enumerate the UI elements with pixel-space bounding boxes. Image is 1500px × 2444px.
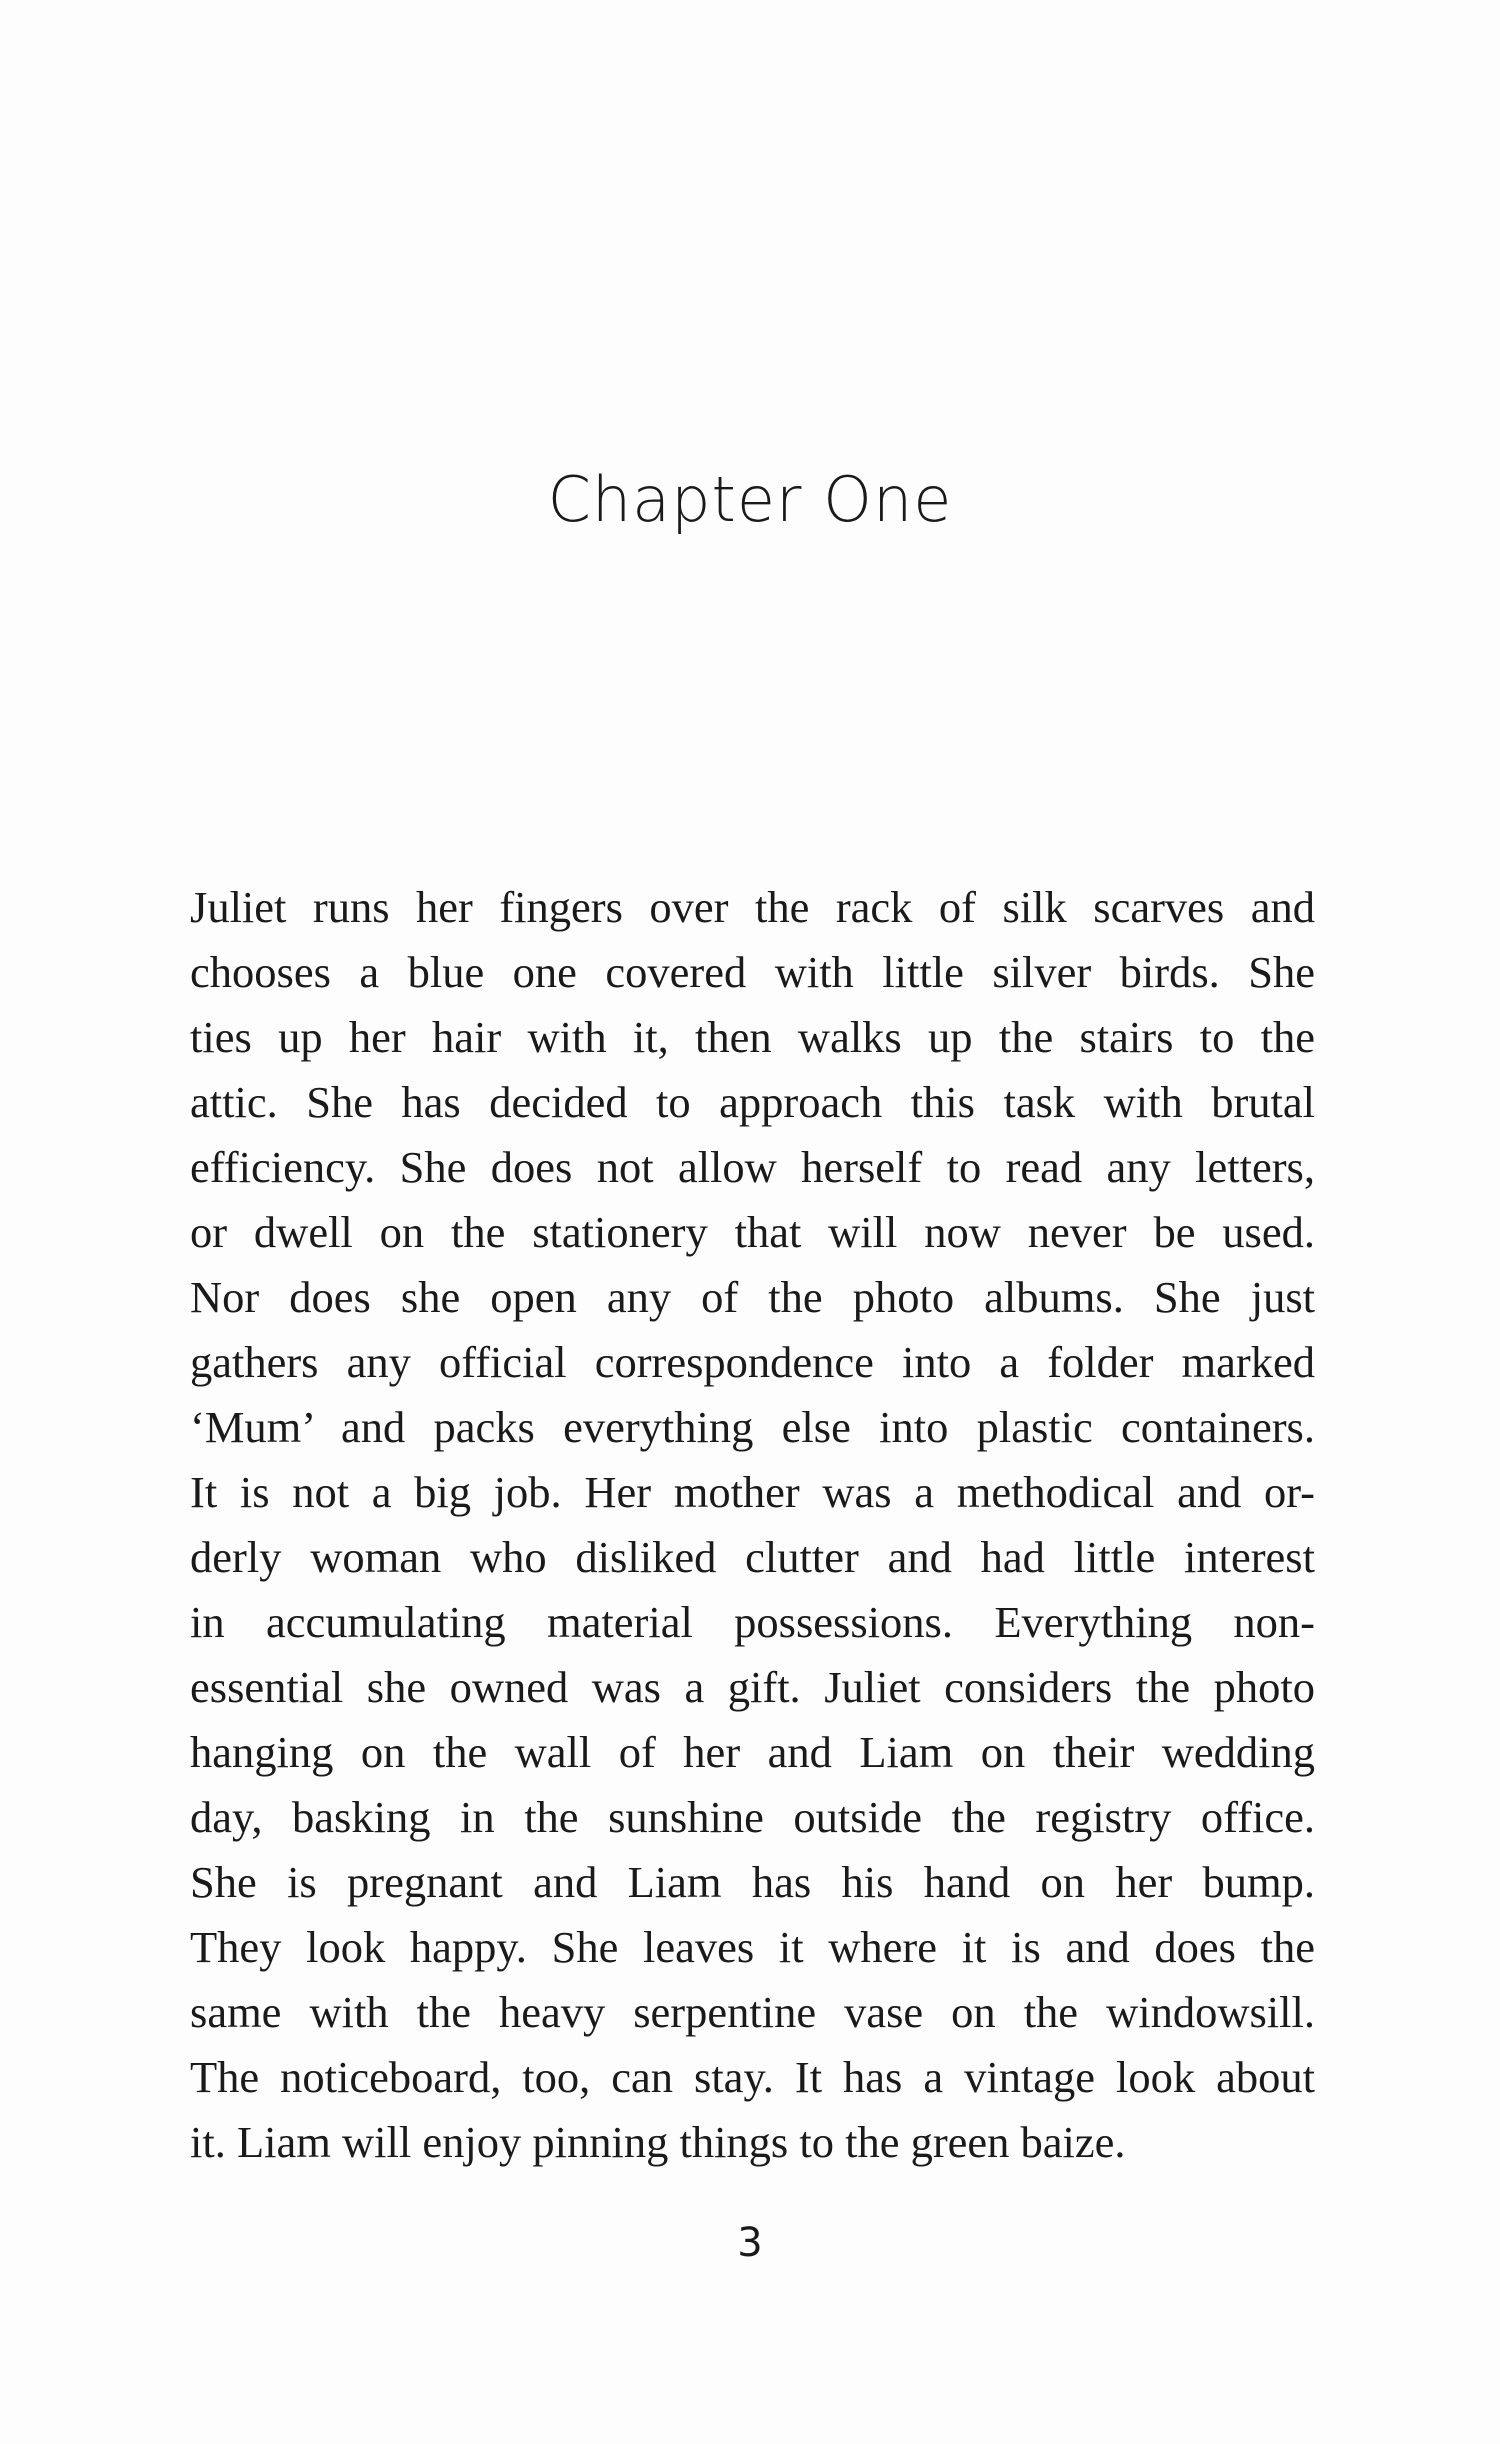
text-line: or dwell on the stationery that will now never be used. — [190, 1207, 1315, 1257]
text-line: Nor does she open any of the photo albums. She just — [190, 1272, 1315, 1322]
text-line: in accumulating material possessions. Everything non- — [190, 1597, 1315, 1647]
text-line: She is pregnant and Liam has his hand on her bump. — [190, 1857, 1315, 1907]
text-line: The noticeboard, too, can stay. It has a vintage look about — [190, 2052, 1315, 2102]
body-paragraph — [190, 875, 1315, 2175]
text-line: same with the heavy serpentine vase on the windowsill. — [190, 1987, 1315, 2037]
text-line: gathers any official correspondence into a folder marked — [190, 1337, 1315, 1387]
text-line: ‘Mum’ and packs everything else into plastic containers. — [190, 1402, 1315, 1452]
text-line: day, basking in the sunshine outside the registry office. — [190, 1792, 1315, 1842]
text-line: They look happy. She leaves it where it is and does the — [190, 1922, 1315, 1972]
text-line: attic. She has decided to approach this task with brutal — [190, 1077, 1315, 1127]
text-line: It is not a big job. Her mother was a methodical and or- — [190, 1467, 1315, 1517]
text-line: Juliet runs her fingers over the rack of silk scarves and — [190, 882, 1315, 932]
page-number: 3 — [737, 2220, 763, 2266]
text-line: derly woman who disliked clutter and had little interest — [190, 1532, 1315, 1582]
text-line: efficiency. She does not allow herself to read any letters, — [190, 1142, 1315, 1192]
text-line: hanging on the wall of her and Liam on their wedding — [190, 1727, 1315, 1777]
chapter-title: Chapter One — [547, 463, 953, 536]
text-line: essential she owned was a gift. Juliet considers the photo — [190, 1662, 1315, 1712]
text-line: it. Liam will enjoy pinning things to the green baize. — [190, 2117, 1126, 2167]
text-line: chooses a blue one covered with little silver birds. She — [190, 947, 1315, 997]
text-line: ties up her hair with it, then walks up the stairs to the — [190, 1012, 1315, 1062]
